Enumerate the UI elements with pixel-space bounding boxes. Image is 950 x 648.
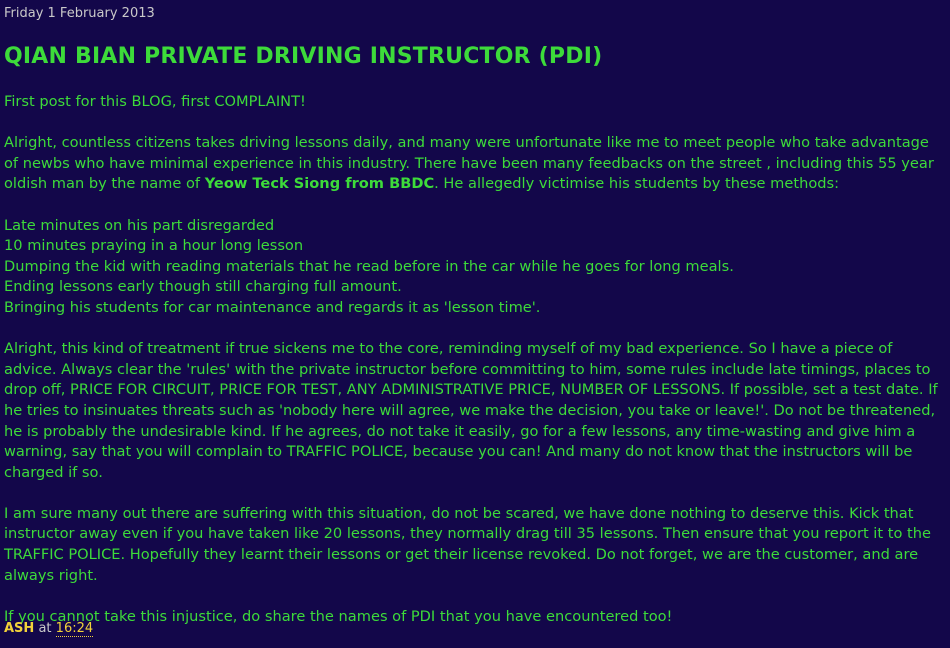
paragraph-1-text: Alright, countless citizens takes driving lessons daily, and many were unfortunate like me to meet people who take advantage of newbs who have minimal experience in this industry. There have been many feedbacks on the street , including this 55 year oldish man by the name of — [4, 134, 934, 193]
method-item: 10 minutes praying in a hour long lesson — [4, 237, 304, 255]
post-footer — [4, 621, 93, 636]
paragraph-gap — [4, 195, 946, 216]
method-item: Dumping the kid with reading materials that he read before in the car while he goes for long meals. — [4, 257, 734, 275]
post-timestamp-link[interactable]: 16:24 — [55, 621, 94, 636]
paragraph-4: If you cannot take this injustice, do share the names of PDI that you have encountered too! — [4, 607, 673, 625]
paragraph-3: I am sure many out there are suffering with this situation, do not be scared, we have done nothing to deserve this. Kick that instructor away even if you have taken like 20 lessons, they normally drag till 35 lessons. Then ensure that you report it to the TRAFFIC POLICE. Hopefully they learnt their lessons or get their license revoked. Do not forget, we are the customer, and are always right. — [4, 504, 931, 584]
paragraph-gap — [4, 483, 946, 504]
paragraph-2: Alright, this kind of treatment if true sickens me to the core, reminding myself of my bad experience. So I have a piece of advice. Always clear the 'rules' with the private instructor before committing to him, some rules include late timings, places to drop off, PRICE FOR CIRCUIT, PRICE FOR TEST, ANY ADMINISTRATIVE PRICE, NUMBER OF LESSONS. If possible, set a test date. If he tries to insinuates threats such as 'nobody here will agree, we make the decision, you take or leave!'. Do not be threatened, he is probably the undesirable kind. If he agrees, do not take it easily, go for a few lessons, any time-wasting and give him a warning, say that you will complain to TRAFFIC POLICE, because you can! And many do not know that the instructors will be charged if so. — [4, 340, 938, 481]
paragraph-gap — [4, 319, 946, 340]
instructor-name: Yeow Teck Siong from BBDC — [204, 175, 435, 193]
post-title: QIAN BIAN PRIVATE DRIVING INSTRUCTOR (PDI) — [4, 44, 603, 69]
method-item: Late minutes on his part disregarded — [4, 216, 275, 234]
date-header: Friday 1 February 2013 — [4, 6, 155, 21]
intro-line: First post for this BLOG, first COMPLAINT! — [4, 93, 306, 110]
paragraph-1 — [4, 133, 946, 195]
paragraph-gap — [4, 113, 946, 134]
paragraph-1-end: . He allegedly victimise his students by these methods: — [434, 175, 840, 193]
method-item: Bringing his students for car maintenance and regards it as 'lesson time'. — [4, 298, 541, 316]
method-item: Ending lessons early though still charging full amount. — [4, 278, 402, 296]
paragraph-gap — [4, 586, 946, 607]
author-link[interactable]: ASH — [4, 621, 35, 636]
post-body — [4, 92, 946, 627]
footer-at: at — [38, 621, 52, 636]
